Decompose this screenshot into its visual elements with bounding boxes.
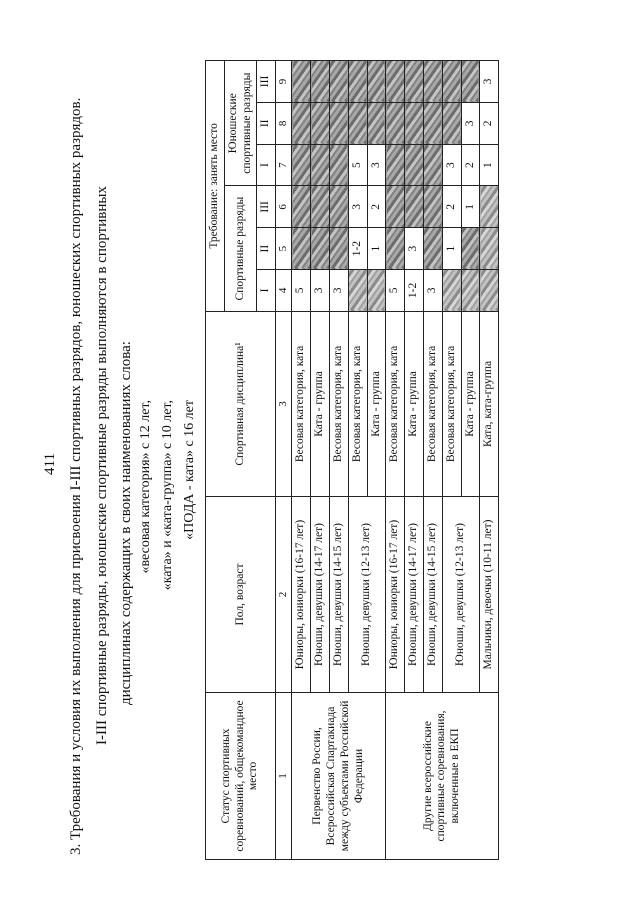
value-cell	[292, 61, 311, 103]
value-cell	[386, 61, 405, 103]
value-cell	[311, 61, 330, 103]
value-cell: 3	[367, 144, 386, 186]
value-cell	[461, 228, 480, 270]
gender-age-cell: Юноши, девушки (14-17 лет)	[405, 497, 424, 693]
value-cell	[292, 228, 311, 270]
value-cell: 1-2	[348, 228, 367, 270]
value-cell: 5	[386, 270, 405, 312]
discipline-cell: Весовая категория, ката	[423, 311, 442, 496]
requirements-table	[205, 60, 499, 860]
rank-header: I	[257, 270, 276, 312]
discipline-cell: Весовая категория, ката	[292, 311, 311, 496]
gender-age-cell: Юноши, девушки (14-17 лет)	[311, 497, 330, 693]
col-header-status: Статус спортивных соревнований, общекомандное место	[206, 692, 276, 859]
age-rule-kata: «ката» и «ката-группа» с 10 лет,	[160, 400, 175, 591]
value-cell: 5	[348, 144, 367, 186]
value-cell: 3	[423, 270, 442, 312]
value-cell	[461, 61, 480, 103]
value-cell	[423, 61, 442, 103]
value-cell	[292, 186, 311, 228]
value-cell	[311, 186, 330, 228]
page-number: 411	[42, 453, 58, 475]
value-cell	[480, 228, 499, 270]
value-cell	[423, 186, 442, 228]
value-cell: 3	[348, 186, 367, 228]
value-cell	[348, 102, 367, 144]
value-cell	[367, 61, 386, 103]
value-cell	[329, 186, 348, 228]
value-cell	[442, 61, 461, 103]
value-cell	[329, 61, 348, 103]
value-cell: 3	[442, 144, 461, 186]
discipline-cell: Весовая категория, ката	[348, 311, 367, 496]
intro-line-1: I-III спортивные разряды, юношеские спортивные разряды выполняются в спортивных	[94, 186, 110, 745]
column-index: 5	[276, 228, 292, 270]
column-index: 4	[276, 270, 292, 312]
value-cell	[292, 102, 311, 144]
section-heading: 3. Требования и условия их выполнения для присвоения I-III спортивных разрядов, юношеских спортивных разрядов.	[68, 97, 84, 855]
intro-line-2: дисциплинах содержащих в своих наименованиях слова:	[118, 341, 134, 705]
column-index: 8	[276, 102, 292, 144]
rank-header: II	[257, 102, 276, 144]
value-cell: 1	[367, 228, 386, 270]
value-cell	[329, 228, 348, 270]
value-cell: 1	[461, 186, 480, 228]
value-cell	[405, 61, 424, 103]
discipline-cell: Ката - группа	[311, 311, 330, 496]
status-cell-group-1: Первенство России, Всероссийская Спартакиада между субъектами Российской Федерации	[292, 692, 386, 859]
value-cell	[329, 102, 348, 144]
discipline-cell: Ката, ката-группа	[480, 311, 499, 496]
status-cell-group-2: Другие всероссийские спортивные соревнования, включенные в ЕКП	[386, 692, 499, 859]
column-index: 9	[276, 61, 292, 103]
rank-header: II	[257, 228, 276, 270]
column-index: 7	[276, 144, 292, 186]
value-cell	[311, 228, 330, 270]
value-cell	[480, 186, 499, 228]
value-cell	[348, 61, 367, 103]
rank-header: III	[257, 186, 276, 228]
gender-age-cell: Юниоры, юниорки (16-17 лет)	[292, 497, 311, 693]
value-cell	[423, 228, 442, 270]
value-cell	[386, 186, 405, 228]
col-header-gender-age: Пол, возраст	[206, 497, 276, 693]
column-index: 6	[276, 186, 292, 228]
discipline-cell: Ката - группа	[461, 311, 480, 496]
value-cell: 3	[405, 228, 424, 270]
gender-age-cell: Мальчики, девочки (10-11 лет)	[480, 497, 499, 693]
value-cell: 3	[311, 270, 330, 312]
value-cell	[442, 270, 461, 312]
value-cell	[480, 270, 499, 312]
value-cell	[386, 144, 405, 186]
value-cell	[386, 228, 405, 270]
value-cell: 1-2	[405, 270, 424, 312]
discipline-cell: Весовая категория, ката	[442, 311, 461, 496]
discipline-cell: Весовая категория, ката	[386, 311, 405, 496]
value-cell: 3	[480, 61, 499, 103]
discipline-cell: Ката - группа	[405, 311, 424, 496]
value-cell	[311, 144, 330, 186]
rank-header: I	[257, 144, 276, 186]
discipline-cell: Весовая категория, ката	[329, 311, 348, 496]
value-cell	[367, 102, 386, 144]
value-cell	[292, 144, 311, 186]
value-cell: 1	[480, 144, 499, 186]
value-cell	[329, 144, 348, 186]
col-header-requirement: Требование: занять место	[206, 61, 225, 312]
rank-header: III	[257, 61, 276, 103]
column-index: 2	[276, 497, 292, 693]
gender-age-cell: Юноши, девушки (12-13 лет)	[348, 497, 386, 693]
age-rule-weight: «весовая категория» с 12 лет,	[138, 400, 153, 574]
gender-age-cell: Юниоры, юниорки (16-17 лет)	[386, 497, 405, 693]
discipline-cell: Ката - группа	[367, 311, 386, 496]
value-cell	[423, 102, 442, 144]
value-cell: 1	[442, 228, 461, 270]
value-cell	[386, 102, 405, 144]
value-cell: 2	[442, 186, 461, 228]
gender-age-cell: Юноши, девушки (14-15 лет)	[423, 497, 442, 693]
gender-age-cell: Юноши, девушки (14-15 лет)	[329, 497, 348, 693]
value-cell: 3	[329, 270, 348, 312]
value-cell	[442, 102, 461, 144]
column-index: 3	[276, 311, 292, 496]
gender-age-cell: Юноши, девушки (12-13 лет)	[442, 497, 480, 693]
column-index: 1	[276, 692, 292, 859]
value-cell	[405, 186, 424, 228]
value-cell	[311, 102, 330, 144]
value-cell	[461, 270, 480, 312]
value-cell: 2	[367, 186, 386, 228]
value-cell	[423, 144, 442, 186]
value-cell: 5	[292, 270, 311, 312]
value-cell	[367, 270, 386, 312]
col-header-youth-ranks: Юношеские спортивные разряды	[224, 61, 257, 186]
value-cell	[405, 144, 424, 186]
value-cell: 3	[461, 102, 480, 144]
value-cell: 2	[461, 144, 480, 186]
col-header-discipline: Спортивная дисциплина¹	[206, 311, 276, 496]
age-rule-poda: «ПОДА - ката» с 16 лет	[182, 400, 197, 540]
value-cell	[405, 102, 424, 144]
value-cell	[348, 270, 367, 312]
value-cell: 2	[480, 102, 499, 144]
col-header-sport-ranks: Спортивные разряды	[224, 186, 257, 311]
